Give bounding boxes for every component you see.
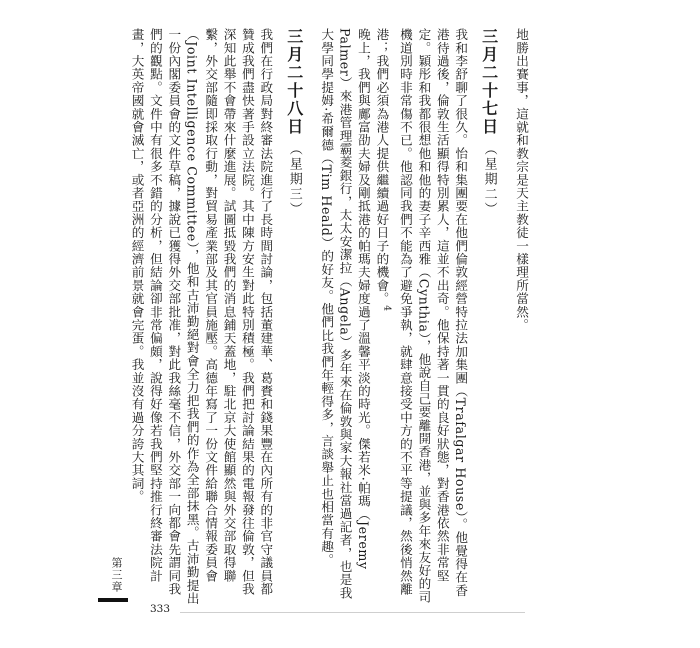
section-1-paragraph-1-text: 我和李舒聊了很久。怡和集團要在他們倫敦經營特拉法加集團（Trafalgar House）。他覺得在香港待過後，倫敦生活顯得特別累人，這並不出奇。他保持著一貫的良好狀態，對香港依然非常堅定。穎彤和我都很想他和他的妻子辛西雅（Cynthia），他說自己要離開香港，並與多年來友好的司機道別時非常傷不已。他認同我們不能為了避免爭執，就肆意接受中方的不平等提議，然後悄然離港；我們必須為港人提供繼續過好日子的機會。 (374, 28, 469, 604)
footnote-mark: 4 (381, 305, 392, 311)
vertical-text-block (129, 28, 530, 606)
section-2-paragraph-1: 我們在行政局對終審法院進行了長時間討論，包括董建華、葛賚和錢果豐在內所有的非官守議員都贊成我們盡快著手設立法院。其中陳方安生對此特別積極。我們把討論結果的電報發往倫敦，但我深知此舉不會帶來什麼進展。試圖抵毀我們的消息鋪天蓋地，駐北京大使館顯然與外交部取得聯繫，外交部隨即採取行動，對貿易產業部及其官員施壓。高德年寫了一份文件給聯合情報委員會（Joint Intelligence Committee），他和古沛勤絕對會全力把我們的作為全部抹黑。古沛勤提出一份內閣委員會的文件草稿，據說已獲得外交部批准，對此我絲毫不信，外交部一向都會先謂同我們的觀點。文件中有很多不錯的分析，但結論卻非常偏頗，說得好像若我們堅持推行終審法院計畫，大英帝國就會滅亡，或者亞洲的經濟前景就會完蛋。我並沒有過分誇大其詞。 (129, 28, 274, 606)
footer-rule (180, 612, 525, 613)
section-weekday-1: （星期二） (481, 142, 497, 217)
section-1-paragraph-2: 晚上，我們與鄺富劭夫婦及剛抵港的帕瑪夫婦度過了溫馨平淡的時光。傑若米·帕瑪（Jeremy Palmer）來港管理霸菱銀行，太太安潔拉（Angela）多年來在倫敦與家大報社當過記者，也是我大學同學提姆·希爾德（Tim Heald）的好友。他們比我們年輕得多，言談舉止也相當有趣。 (319, 28, 371, 600)
section-weekday-2: （星期三） (286, 142, 302, 217)
section-date-2: 三月二十八日 (284, 28, 304, 136)
section-heading-2 (284, 28, 302, 606)
chapter-marker-bar (98, 598, 128, 602)
page-number: 333 (150, 603, 171, 615)
section-date-1: 三月二十七日 (479, 28, 499, 136)
chapter-label: 第三章 (110, 557, 123, 593)
continuation-paragraph: 地勝出賽事，這就和教宗是天主教徒一樣理所當然。 (514, 28, 529, 332)
section-heading-1 (479, 28, 497, 606)
section-1-paragraph-1 (372, 28, 469, 606)
